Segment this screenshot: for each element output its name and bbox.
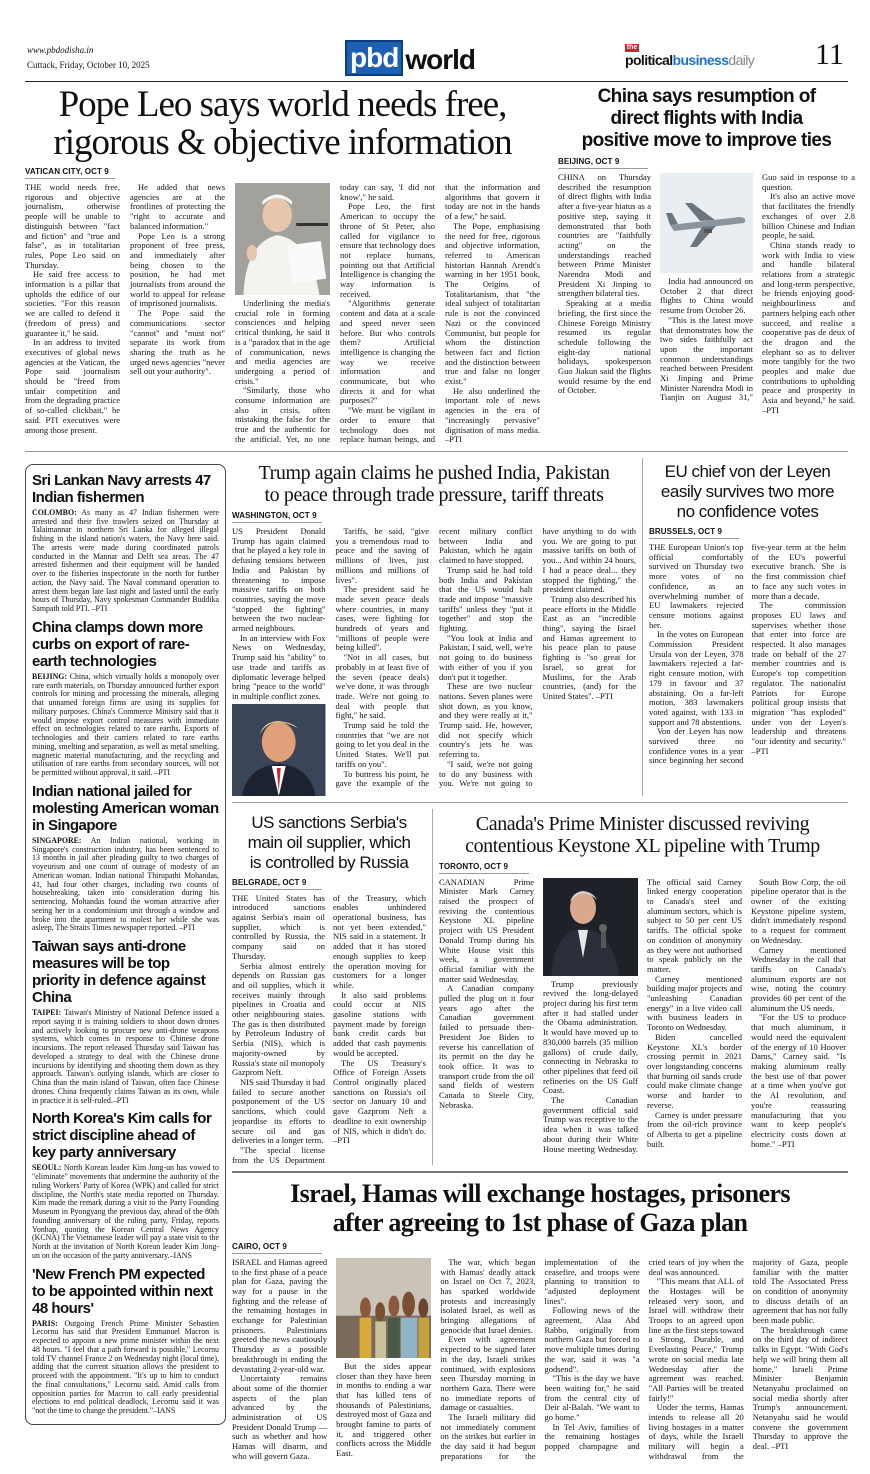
article-paragraph: Von der Leyen has now survived three no confidence votes in a year since beginning her second five-year term at the helm of the EU's powerful executive branch. She is the first commission chief to face any such votes in more than a decade. [649,541,846,766]
article-paragraph: "This means that ALL of the Hostages will be released very soon, and Israel will withdraw their Troops to an agreed upon line as the first steps toward a Strong, Durable, and Everlasting Peace," Trump wrote on social media late Wednesday after the agreement was reached. "All Parties will be treated fairly!" [648,1276,744,1403]
brief-text [32,1009,219,1105]
masthead-the: the [626,44,638,51]
brief-headline: 'New French PM expected to be appointed within next 48 hours' [32,1265,213,1317]
article-paragraph: The Pope, emphasising the need for free, rigorous and objective information, referred to American historian Hannah Arendt's warning in her 1951 book, The Origins of Totalitarianism, that "the ideal subject of totalitarian rule is not the convinced Nazi or the convinced Communist, but people for whom the distinction between fact and fiction and the distinction between true and false no longer exist." [445,220,540,387]
brief-place: PARIS: [32,1318,58,1328]
israel-headline [232,1179,848,1237]
canada-dateline: TORONTO, OCT 9 [439,862,529,874]
serbia-dateline: BELGRADE, OCT 9 [232,878,322,890]
headline-line: easily survives two more [660,481,835,501]
article-paragraph: THE European Union's top official comfortably survived on Thursday two more votes of no confidence, as an overwhelming number of EU lawmakers rejected censure motions against her. [649,541,744,630]
article-paragraph: He said free access to information is a pillar that upholds the edifice of our societies. "For this reason we are called to defend it (freedom of press) and guarantee it," he said. [25,269,120,338]
brief-headline: North Korea's Kim calls for strict discipline ahead of key party anniversary [32,1110,212,1162]
lower-area [25,458,848,1462]
brief-place: SEOUL: [32,1163,62,1173]
brief-body: Outgoing French Prime Minister Sebastien Lecornu has said that President Emmanuel Macron is expected to appoint a new prime minister within the next 48 hours. "I feel that a path forward is possible," Lecornu told TV channel France 2 on Wednesday night (local time), adding that the current situation allows the president to proceed with the appointment. "It's up to him to conduct the final consultations," Lecornu said. Amid calls from opposition parties for Macron to call early presidential elections to end political deadlock, Lecornu said it was "not the time to change the president."–IANS [32,1318,219,1416]
brief-place: TAIPEI: [32,1008,62,1018]
article-paragraph: Under the terms, Hamas intends to release all 20 living hostages in a matter of days, while the Israeli military will begin a withdrawal from the majority of Gaza, people familiar with the matter told The Associated Press on condition of anonymity to discuss details of an agreement that has not fully been made public. [648,1256,848,1461]
trump-body [232,527,636,796]
china-flights-article [558,82,855,416]
page-header [25,0,848,82]
article-paragraph: CANADIAN Prime Minister Mark Carney raised the prospect of reviving the contentious Keystone XL pipeline project with US President Donald Trump during his White House visit this week, a government official familiar with the matter said Wednesday. [439,876,534,984]
headline-line: rigorous & objective information [53,122,512,163]
article-paragraph: ISRAEL and Hamas agreed to the first phase of a peace plan for Gaza, paving the way for a pause in the fighting and the release of the remaining hostages in exchange for Palestinian prisoners. Palestinians greeted the news cautiously Thursday as a possible breakthrough in ending the devastating 2-year-old war. [232,1256,328,1374]
brief-body: Taiwan's Ministry of National Defence issued a report saying it is training soldiers to shoot down drones and actively looking to procure new anti-drone weapons systems, which comes in response to Chinese drone incursions. The report released Thursday said Taiwan has developed a strategy to deal with the Chinese drone incursions by identifying and shooting them down as they approach. Taiwan's outlying islands, which are closer to China than the main island of Taiwan, often face Chinese drones. China frequently claims Taiwan as its own, while in practice it is self-ruled.–PTI [32,1008,219,1105]
headline-line: positive move to improve ties [581,130,832,151]
article-paragraph: "For the US to produce that much aluminum, it would need the equivalent of the energy of 10 Hoover Dams," Carney said. "Is making aluminum really the best use of that power at a time when you've got the AI revolution, and you're reassuring manufacturing that you want to keep people's electricity costs down at home." –PTI [751,1012,846,1149]
masthead-daily: daily [728,52,755,68]
article-paragraph: CHINA on Thursday described the resumption of direct flights with India after a five-year hiatus as a positive step, saying it demonstrated that both countries are "faithfully acting" on the understandings reached between Prime Minister Narendra Modi and President Xi Jinping to strengthen bilateral ties. [558,172,651,299]
article-paragraph: Following news of the agreement, Alaa Abd Rabbo, originally from northern Gaza but forced to move multiple times during the war, said it was "a godsend". [544,1305,640,1374]
brief-place: COLOMBO: [32,507,77,517]
china-flights-body [558,173,855,416]
article-paragraph: "This is the day we have been waiting for," he said from the central city of Deir al-Balah. "We want to go home." [544,1373,640,1423]
israel-dateline: CAIRO, OCT 9 [232,1242,322,1254]
pope-body [25,183,540,445]
section-divider [25,451,848,452]
headline-line: Canada's Prime Minister discussed reviving [475,812,810,835]
trump-dateline: WASHINGTON, OCT 9 [232,511,322,523]
section-logo [345,40,475,76]
serbia-article [232,809,426,1166]
article-paragraph: "Not in all cases, but probably in at least five of the seven (peace deals) we've done, it was through trade. We're not going to deal with people that fight," he said. [335,652,429,721]
article-paragraph: In the votes on European Commission President Ursula von der Leyen, 378 lawmakers rejected a far-right censure motion, with 179 in favour and 37 abstaining. On a far-left motion, 383 lawmakers voted against, with 133 in support and 78 abstentions. [649,629,744,727]
mark-carney-photo [543,878,638,976]
canada-headline [439,813,846,857]
article-paragraph: Trump previously revived the long-delayed project during his first term after it had stalled under the Obama administration. It would have moved up to 830,000 barrels (35 million gallons) of crude daily, connecting in Nebraska to other pipelines that feed oil refineries on the US Gulf Coast. [543,978,638,1096]
article-paragraph: The Israeli military did not immediately comment on the strikes but earlier in the day said it had begun preparations for the implementation of the ceasefire, and troops were planning to transition to "adjusted deployment lines". [440,1256,640,1461]
brief-text [32,837,219,933]
article-paragraph: THE United States has introduced sanctions against Serbia's main oil supplier, which is controlled by Russia, the company said on Thursday. [232,892,325,961]
article-paragraph: "You look at India and Pakistan, I said, well, we're not going to do business with either of you if you don't put it together. [439,632,533,682]
canada-body [439,878,846,1155]
headline-line: China says resumption of [597,86,816,107]
article-paragraph: Serbia almost entirely depends on Russian gas and oil supplies, which it receives mainly through pipelines in Croatia and other neighbouring states. The gas is then distributed by Petroleum Industry of Serbia (NIS), which is majority-owned by Russia's state oil monopoly Gazprom Neft. [232,960,325,1078]
canada-article [439,809,846,1155]
article-paragraph: South Bow Corp, the oil pipeline operator that is the owner of the existing Keystone pipeline system, didn't immediately respond to a request for comment on Wednesday. [751,876,846,945]
headline-line: main oil supplier, which [247,832,411,852]
article-paragraph: The president said he made seven peace deals where countries, in many cases, were fighting for hundreds of years and "millions of people were being killed". [335,584,429,653]
article-paragraph: The war, which began with Hamas' deadly attack on Israel on Oct 7, 2023, has sparked worldwide protests and increasingly isolated Israel, as well as bringing allegations of genocide that Israel denies. [440,1256,536,1335]
brief-headline: Sri Lankan Navy arrests 47 Indian fishermen [32,471,211,506]
article-paragraph: The US Treasury's Office of Foreign Assets Control originally placed sanctions on Russia's oil sector on January 10 and gave Gazprom Neft a deadline to exit ownership of NIS, which it didn't do. –PTI [333,1057,426,1146]
article-paragraph: Carney mentioned Wednesday in the call that tariffs on Canada's aluminum exports are not wise, noting the country provides 60 per cent of the aluminum the US needs. [751,944,846,1013]
headline-line: Israel, Hamas will exchange hostages, prisoners [290,1178,790,1208]
brief-text [32,509,219,614]
column-divider [642,458,643,796]
brief-headline: Indian national jailed for molesting American woman in Singapore [32,782,219,834]
brief-headline: Taiwan says anti-drone measures will be top priority in defence against China [32,938,206,1007]
masthead [625,44,754,68]
section-logo-word: world [405,44,475,75]
trump-headline [232,462,636,506]
article-paragraph: It's also an active move that facilitates the friendly exchanges of over 2.8 billion Chinese and Indian people, he said. [762,191,855,241]
top-row [25,82,855,445]
article-paragraph: Trump also described his peace efforts in the Middle East as an "incredible thing", saying the Israel and Hamas agreement to his peace plan to pause fighting is "so great for Israel, so great for Muslims, for the Arab countries, (and) for the United States". –PTI [542,593,636,701]
serbia-canada-row [232,809,848,1166]
headline-line: to peace through trade pressure, tariff threats [264,483,604,506]
article-paragraph: Tariffs, he said, "give you a tremendous road to peace and the saving of millions of lives, just millions and millions of lives". [335,525,429,585]
article-paragraph: "We must be vigilant in order to ensure that technology does not replace human beings, and that the information and algorithms that govern it today are not in the hands of a few," he said. [340,182,540,445]
headline-line: no confidence votes [676,501,819,521]
pope-headline [25,86,540,162]
brief-body: North Korean leader Kim Jong-un has vowed to "eliminate" movements that undermine the authority of the ruling Workers' Party of Korea (WPK) and called for strict discipline, the North's state media reported on Thursday. Kim made the remark during a visit to the Party Founding Museum in Pyongyang the previous day, ahead of the 80th founding anniversary of the ruling party, Friday, reports Yonhap, quoting the Korean Central News Agency (KCNA) The Vietnamese leader will pay a state visit to the North at the invitation of North Korean leader Kim Jong-un on the occasion of the party anniversary.–IANS [32,1163,219,1260]
brief-text [32,1320,219,1416]
section-divider [232,802,848,803]
article-paragraph: China stands ready to work with India to view and handle bilateral relations from a strategic and long-term perspective, be friends enjoying good-neighbourliness and partners helping each other succeed, and realise a cooperative pas de deux of the dragon and the elephant so as to deliver more tangibly for the two peoples and make due contributions to upholding peace and prosperity in Asia and beyond," he said. –PTI [762,239,855,415]
article-paragraph: Carney is under pressure from the oil-rich province of Alberta to get a pipeline built. [647,1109,742,1149]
headline-line: contentious Keystone XL pipeline with Trump [465,834,820,857]
trump-eu-row [232,458,848,796]
eu-body [649,543,846,766]
article-paragraph: "This is the latest move that demonstrates how the two sides faithfully act upon the important common understandings reached between President Xi Jinping and Prime Minister Narendra Modi in Tianjin on August 31," Guo said in response to a question. [660,172,855,403]
article-paragraph: The commission proposes EU laws and supervises whether those that enter into force are respected. It also manages trade on behalf of the 27 member countries and is Europe's top competition regulator. The nationalist Patriots for Europe political group insists that migration "has exploded" under von der Leyen's leadership and threatens "our identity and security." –PTI [751,600,846,756]
airplane-photo [660,173,753,273]
article-paragraph: "Algorithms generate content and data at a scale and speed never seen before. But who controls them? Artificial intelligence is changing the way we receive information and communicate, but who directs it and for what purposes?" [340,298,435,406]
headline-line: US sanctions Serbia's [251,812,407,832]
brief-text [32,1164,219,1260]
article-paragraph: Biden cancelled Keystone XL's border crossing permit in 2021 over longstanding concerns that burning oil sands crude could make climate change worse and harder to reverse. [647,1031,742,1110]
article-paragraph: He added that news agencies are at the frontlines of protecting the "right to accurate and balanced information." [130,182,225,231]
article-paragraph: The breakthrough came on the third day of indirect talks in Egypt. "With God's help we will bring them all home," Israeli Prime Minister Benjamin Netanyahu proclaimed on social media shortly after Trump's announcement. Netanyahu said he would convene the government Thursday to approve the deal. –PTI [752,1324,848,1452]
article-paragraph: But the sides appear closer than they have been in months to ending a war that has killed tens of thousands of Palestinians, destroyed most of Gaza and brought famine to parts of it, and triggered other conflicts across the Middle East. [336,1360,432,1459]
article-paragraph: He also underlined the important role of news agencies in the era of "increasingly pervasive" digitisation of mass media. –PTI [445,385,540,445]
headline-line: direct flights with India [610,108,803,129]
eu-article [649,458,846,766]
israel-body [232,1258,848,1462]
china-flights-dateline: BEIJING, OCT 9 [558,157,648,169]
section-divider [232,1171,848,1173]
serbia-body [232,894,426,1166]
brief-body: China, which virtually holds a monopoly over rare earth materials, on Thursday announced further export controls for mining and processing the minerals, alleging that unnamed foreign firms are using its supplies for military purposes. China's Commerce Ministry said that it would impose export control measures with immediate effect on technologies related to rare earths. Exports of technologies and their carriers related to rare earths mining, smelting and separation, as well as metal smelting, magnetic material manufacturing, and the recycling and utilisation of rare earths from secondary sources, will not be permitted without approval, it said. –PTI [32,671,219,778]
brief-place: SINGAPORE: [32,835,82,845]
article-paragraph: To buttress his point, he gave the example of the recent military conflict between India and Pakistan, which he again claimed to have stopped. [335,525,533,789]
article-paragraph: US President Donald Trump has again claimed that he played a key role in defusing tensions between India and Pakistan by threatening to impose massive tariffs on both countries, saying the move "stopped the fighting" between the two nuclear-armed neighbours. [232,525,326,634]
trump-article [232,458,636,796]
article-paragraph: It also said problems could occur at NIS gasoline stations with payment made by foreign bank credit cards but added that cash payments would be accepted. [333,989,426,1058]
israel-article [232,1179,848,1462]
article-paragraph: Even with agreement expected to be signed later in the day, Israeli strikes continued, with explosions seen Thursday morning in northern Gaza. There were no immediate reports of damage or casualties. [440,1334,536,1413]
headline-line: Trump again claims he pushed India, Pakistan [258,461,610,484]
website-link[interactable]: www.pbdodisha.in [27,45,94,55]
brief-body: An Indian national, working in Singapore's construction industry, has been sentenced to 13 months in jail after pleading guilty to two charges of voyeurism and one count of outrage of modesty of an American woman. Indian national Thirupathi Mohandas, 41, had four other charges, including two counts of housebreaking, taken into consideration during his sentencing. Mohandas found the woman attractive after seeing her in a condominium unit through a window and broke into the apartment to molest her while she was asleep, The Straits Times newspaper reported. –PTI [32,835,219,933]
article-paragraph: In Tel Aviv, families of the remaining hostages popped champagne and cried tears of joy when the deal was announced. [544,1256,744,1452]
article-paragraph: Carney mentioned building major projects and "unleashing Canadian energy" in a live video call with business leaders in Toronto on Wednesday. [647,973,742,1033]
article-paragraph: India had announced on October 2 that direct flights to China would resume from October 26. [660,276,753,316]
article-paragraph: These are two nuclear nations. Seven planes were shot down, as you know, and they were really at it," Trump said. He, however, did not specify which country's jets he was referring to. [439,681,533,760]
page-number: 11 [815,38,844,71]
eu-dateline: BRUSSELS, OCT 9 [649,527,739,539]
brief-text [32,673,219,778]
news-briefs-box [25,464,226,1425]
donald-trump-photo [232,704,326,796]
article-paragraph: Trump said he had told both India and Pakistan that the US would halt trade and impose "massive tariffs" unless they "put it together" and stop the fighting. [439,564,533,634]
article-paragraph: "The special license from the US Department of the Treasury, which enables unhindered operational business, has not yet been extended," NIS said in a statement. It added that it has stored enough supplies to keep the operation moving for customers for a longer while. [232,892,426,1165]
article-paragraph: The Canadian government official said Trump was receptive to the idea when it was talked about during their White House meeting Wednesday. The official said Carney linked energy cooperation to Canada's steel and aluminum sectors, which is subject to 50 per cent US tariffs. The official spoke on condition of anonymity as they were not authorised to speak publicly on the matter. [543,876,742,1154]
headline-line: is controlled by Russia [249,852,409,872]
article-paragraph: Uncertainty remains about some of the thornier aspects of the plan advanced by the administration of US President Donald Trump — such as whether and how Hamas will disarm, and who will govern Gaza. [232,1373,328,1461]
article-paragraph: The Pope said the communications sector "cannot" and "must not" separate its work from sharing the truth as he urged news agencies "never sell out your authority". [130,308,225,377]
main-stories [232,458,848,1462]
article-paragraph: In an interview with Fox News on Wednesday, Trump said his "ability" to use trade and tariffs as diplomatic leverage helped bring "peace to the world" in multiple conflict zones. [232,632,326,701]
article-paragraph: NIS said Thursday it had failed to secure another postponement of the US sanctions, which could jeopardise its efforts to secure oil and gas deliveries in a longer term. [232,1077,325,1146]
eu-headline [649,462,846,522]
article-paragraph: In an address to invited executives of global news agencies at the Vatican, the Pope said journalism should be "freed from unfair competition and from the degrading practice of so-called clickbait," he said. PTI executives were among those present. [25,337,120,435]
headline-line: EU chief von der Leyen [664,461,831,481]
serbia-headline [232,813,426,873]
china-flights-headline [558,86,855,152]
article-paragraph: Underlining the media's crucial role in forming consciences and helping critical thinking, he said it is a "paradox that in the age of communication, news and media agencies are undergoing a period of crisis." [235,298,330,386]
pope-leo-photo [235,183,330,295]
edition-date: Cuttack, Friday, October 10, 2025 [27,60,150,70]
masthead-political: political [625,52,673,68]
brief-body: As many as 47 Indian fishermen were arrested and their five trawlers seized on Thursday at Talaimannar in northern Sri Lanka for alleged illegal fishing in the island nation's waters, the Navy here said. The arrests were made during coordinated patrols conducted in the Mannar and Delft sea areas. The 47 arrested fishermen and their equipment will be handed over to the fisheries inspectorate in the north for further action, the Navy said. The Naval command operation to arrest them began late last night and lasted until the early hours of Thursday, Navy spokesman Commander Buddika Sampath told PTI. –PTI [32,507,220,614]
brief-headline: China clamps down more curbs on export of rare-earth technologies [32,618,203,670]
article-paragraph: Trump said he told the countries that "we are not going to let you deal in the United States. We'll put tariffs on you". [335,720,429,769]
headline-line: Pope Leo says world needs free, [58,84,507,125]
headline-line: after agreeing to 1st phase of Gaza plan [332,1207,748,1237]
article-paragraph: Pope Leo is a strong proponent of free press, and immediately after being chosen to the position, he had met journalists from around the world to appeal for release of imprisoned journalists. [130,230,225,309]
article-paragraph: A Canadian company pulled the plug on it four years ago after the Canadian government failed to persuade then-President Joe Biden to reverse his cancellation of its permit on the day he took office. It was to transport crude from the oil sand fields of western Canada to Steele City, Nebraska. [439,983,534,1110]
article-paragraph: THE world needs free, rigorous and objective journalism, otherwise people will be unable to distinguish between "fact and fiction" and "true and false", as in totalitarian rules, Pope Leo said on Thursday. [25,182,120,270]
section-logo-box: pbd [345,40,403,76]
pope-dateline: VATICAN CITY, OCT 9 [25,167,115,179]
article-paragraph: "Similarly, those who consume information are also in crisis, often mistaking the false for the true and the authentic for the artificial. Yet, no one today can say, 'I did not know'," he said. [235,182,435,444]
article-paragraph: "I said, we're not going to do any business with you. We're not going to have anything to do with you. We are going to put massive tariffs on both of you... And within 24 hours, I had a peace deal... they stopped the fighting," the president claimed. [439,525,636,789]
pope-article [25,82,540,445]
brief-place: BEIJING: [32,671,68,681]
column-divider [432,809,433,1166]
masthead-business: business [672,52,729,68]
article-paragraph: Speaking at a media briefing, the first since the Chinese Foreign Ministry resumed its regular schedule following the eight-day national holidays, spokesperson Guo Jiakun said the flights would resume by the end of October. [558,298,651,396]
article-paragraph: Pope Leo, the first American to occupy the throne of St Peter, also called for vigilance to ensure that technology does not replace humans, pointing out that Artificial Intelligence is changing the way information is received. [340,201,435,299]
